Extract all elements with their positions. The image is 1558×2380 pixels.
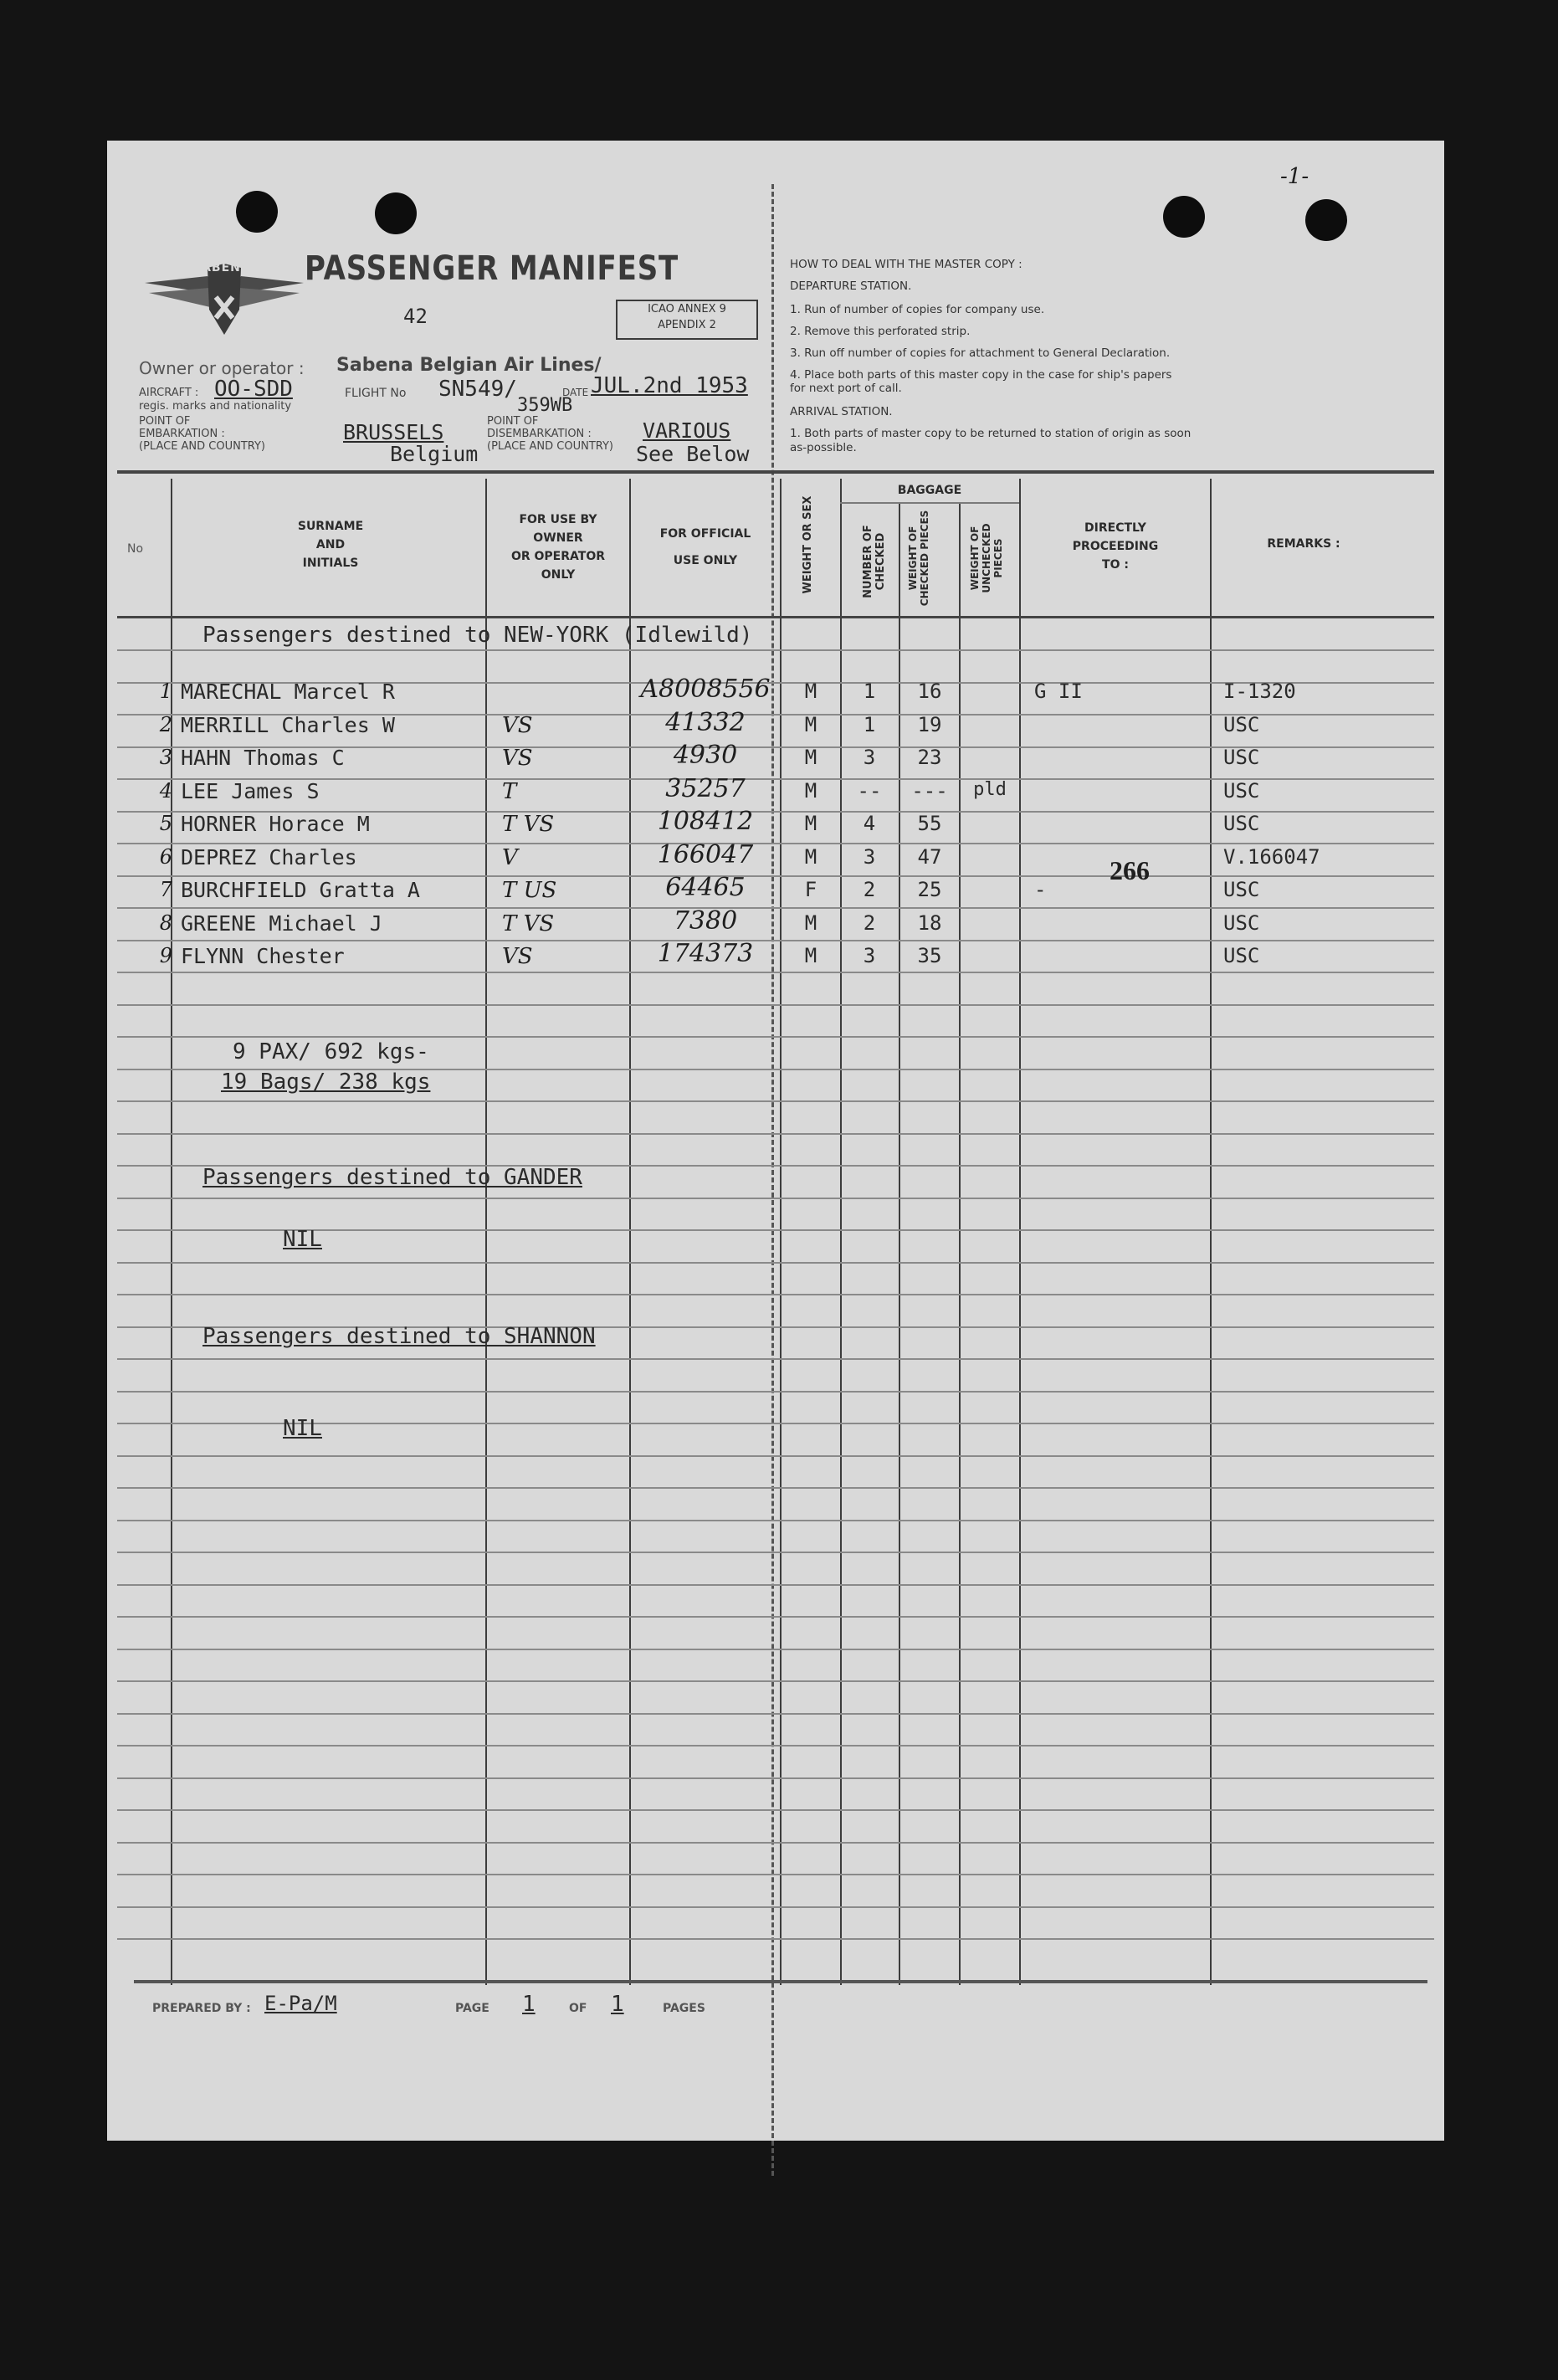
col-surname-line: AND	[315, 538, 346, 551]
section-shannon: Passengers destined to SHANNON	[202, 1324, 596, 1349]
cell-remarks: USC	[1223, 746, 1260, 769]
cell-checked: 3	[863, 746, 876, 769]
col-official-line: FOR OFFICIAL	[659, 527, 751, 541]
embark-label-1: POINT OF	[139, 415, 191, 428]
cell-remarks: USC	[1223, 944, 1260, 967]
table-rule	[117, 1391, 1434, 1393]
cell-remarks: V.166047	[1223, 844, 1320, 869]
col-line	[485, 479, 487, 1985]
table-rule	[117, 1198, 1434, 1199]
page-value: 1	[522, 1992, 536, 2017]
cell-no: 6	[159, 844, 172, 869]
corner-mark: -1-	[1280, 164, 1309, 189]
col-weight-unchecked: WEIGHT OF UNCHECKED PIECES	[969, 523, 1004, 593]
cell-remarks: I-1320	[1223, 680, 1296, 703]
instruction-step: 3. Run off number of copies for attachment to General Declaration.	[790, 346, 1171, 360]
col-owner-use	[487, 510, 629, 584]
col-line	[1210, 479, 1212, 1985]
cell-weight: ---	[911, 778, 948, 803]
arrival-step: as-possible.	[790, 441, 857, 454]
punch-hole	[375, 192, 417, 234]
icao-box	[616, 300, 758, 340]
cell-weight: 19	[917, 712, 942, 736]
manifest-sheet	[107, 141, 1444, 2141]
instruction-step: for next port of call.	[790, 382, 902, 395]
logo-text: SABENA	[192, 261, 251, 274]
cell-official: 4930	[673, 741, 738, 770]
icao-line-2: APENDIX 2	[658, 319, 716, 331]
cell-official: 174373	[657, 939, 754, 968]
col-surname	[251, 517, 410, 572]
cell-no: 8	[159, 910, 172, 935]
cell-checked: 1	[863, 680, 876, 703]
cell-name: GREENE Michael J	[181, 910, 382, 936]
table-rule	[117, 1680, 1434, 1682]
cell-owner: T	[502, 778, 517, 804]
cell-official: 64465	[665, 873, 746, 902]
disembark-label-2: DISEMBARKATION :	[487, 428, 592, 440]
totals-bags: 19 Bags/ 238 kgs	[221, 1069, 431, 1095]
cell-name: LEE James S	[181, 778, 320, 803]
embark-country: Belgium	[390, 442, 479, 466]
cell-sex: M	[804, 712, 817, 736]
col-owner-line: ONLY	[541, 568, 576, 582]
cell-official: 35257	[665, 773, 746, 803]
cell-no: 1	[159, 680, 172, 703]
cell-remarks: USC	[1223, 812, 1260, 835]
table-rule	[117, 1584, 1434, 1586]
table-rule	[117, 1520, 1434, 1521]
cell-official: 41332	[665, 707, 746, 737]
table-rule	[117, 649, 1434, 651]
instruction-step: 4. Place both parts of this master copy in the case for ship's papers	[790, 368, 1172, 382]
embark-city: BRUSSELS	[343, 420, 444, 444]
cell-name: MARECHAL Marcel R	[181, 680, 395, 704]
cell-name: DEPREZ Charles	[181, 844, 357, 869]
col-surname-line: SURNAME	[297, 520, 364, 533]
pages-label: PAGES	[663, 2002, 705, 2015]
col-weight-sex: WEIGHT OR SEX	[802, 495, 814, 594]
cell-owner: VS	[502, 712, 533, 738]
of-label: OF	[569, 2002, 587, 2015]
cell-official: 108412	[657, 807, 754, 836]
departure-heading: DEPARTURE STATION.	[790, 280, 912, 293]
cell-weight: 35	[917, 944, 942, 967]
cell-checked: 4	[863, 812, 876, 835]
cell-no: 9	[159, 944, 172, 967]
col-weight-checked: WEIGHT OF CHECKED PIECES	[907, 510, 930, 607]
cell-sex: M	[804, 746, 817, 769]
table-rule	[117, 972, 1434, 973]
footer-rule	[134, 1980, 1427, 1983]
cell-owner: VS	[502, 746, 533, 771]
cell-unchecked: pld	[973, 778, 1007, 800]
shannon-nil: NIL	[283, 1416, 322, 1441]
table-rule	[117, 1133, 1434, 1135]
col-line	[959, 502, 961, 1985]
cell-name: BURCHFIELD Gratta A	[181, 878, 420, 902]
prepared-label: PREPARED BY :	[152, 2002, 251, 2015]
gander-nil: NIL	[283, 1227, 322, 1252]
cell-checked: 1	[863, 712, 876, 736]
punch-hole	[236, 191, 278, 233]
embark-label-3: (PLACE AND COUNTRY)	[139, 440, 266, 453]
cell-checked: 3	[863, 944, 876, 967]
arrival-step: 1. Both parts of master copy to be returned to station of origin as soon	[790, 427, 1192, 440]
col-line	[1019, 479, 1021, 1985]
col-owner-line: OWNER	[533, 531, 583, 545]
table-rule	[117, 1616, 1434, 1618]
col-official-use	[631, 521, 780, 574]
col-line	[780, 479, 782, 1985]
col-surname-line: INITIALS	[302, 557, 359, 570]
table-rule	[117, 1487, 1434, 1489]
stamp-number: 266	[1110, 855, 1150, 885]
col-line	[840, 479, 842, 1985]
cell-weight: 23	[917, 746, 942, 769]
col-line	[629, 479, 631, 1985]
col-line	[171, 479, 172, 1985]
cell-proceeding: G II	[1034, 680, 1083, 703]
prepared-value: E-Pa/M	[264, 1992, 337, 2015]
aircraft-value: OO-SDD	[214, 377, 293, 402]
table-rule	[117, 1036, 1434, 1038]
col-proceeding-line: PROCEEDING	[1072, 540, 1159, 553]
cell-remarks: USC	[1223, 910, 1260, 935]
cell-remarks: USC	[1223, 712, 1260, 736]
header-rule	[117, 470, 1434, 474]
perforation-line	[771, 184, 774, 2176]
disembark-label-1: POINT OF	[487, 415, 539, 428]
cell-sex: F	[804, 878, 817, 901]
disembark-value: VARIOUS	[643, 418, 731, 443]
arrival-heading: ARRIVAL STATION.	[790, 405, 893, 418]
flight-label: FLIGHT No	[345, 387, 407, 400]
header-bottom-rule	[117, 616, 1434, 618]
cell-remarks: USC	[1223, 878, 1260, 901]
cell-sex: M	[804, 812, 817, 835]
cell-no: 2	[159, 712, 172, 736]
table-rule	[117, 1874, 1434, 1875]
instruction-step: 1. Run of number of copies for company use.	[790, 303, 1045, 316]
flight-suffix: 359WB	[517, 395, 573, 416]
cell-checked: --	[857, 778, 882, 803]
cell-no: 3	[159, 746, 172, 769]
cell-weight: 16	[917, 680, 942, 703]
table-rule	[117, 1004, 1434, 1006]
punch-hole	[1163, 196, 1205, 238]
cell-owner: V	[502, 844, 518, 870]
table-rule	[117, 1777, 1434, 1779]
cell-sex: M	[804, 944, 817, 967]
cell-name: HAHN Thomas C	[181, 746, 345, 770]
table-rule	[117, 1649, 1434, 1650]
cell-proceeding: -	[1034, 878, 1047, 901]
cell-weight: 47	[917, 844, 942, 869]
cell-remarks: USC	[1223, 778, 1260, 803]
col-line	[899, 502, 900, 1985]
instructions-title: HOW TO DEAL WITH THE MASTER COPY :	[790, 258, 1022, 271]
punch-hole	[1305, 199, 1347, 241]
regis-label: regis. marks and nationality	[139, 400, 292, 413]
embark-label-2: EMBARKATION :	[139, 428, 225, 440]
section-gander: Passengers destined to GANDER	[202, 1165, 582, 1190]
cell-official: 7380	[673, 905, 738, 936]
col-num-checked: NUMBER OF CHECKED	[862, 525, 887, 598]
table-rule	[117, 1745, 1434, 1747]
disembark-label-3: (PLACE AND COUNTRY)	[487, 440, 614, 453]
owner-label: Owner or operator :	[139, 358, 305, 378]
icao-line-1: ICAO ANNEX 9	[648, 303, 726, 315]
date-value: JUL.2nd 1953	[591, 373, 748, 398]
col-proceeding-line: TO :	[1102, 558, 1129, 572]
cell-name: FLYNN Chester	[181, 944, 345, 968]
date-label: DATE	[562, 387, 589, 398]
cell-weight: 25	[917, 878, 942, 901]
cell-name: HORNER Horace M	[181, 812, 370, 836]
cell-weight: 55	[917, 812, 942, 835]
cell-sex: M	[804, 844, 817, 869]
col-official-line: USE ONLY	[673, 554, 738, 567]
baggage-rule	[840, 502, 1019, 504]
table-rule	[117, 1713, 1434, 1715]
table-rule	[117, 1294, 1434, 1295]
cell-official: A8008556	[640, 675, 771, 704]
disembark-sub: See Below	[636, 442, 750, 466]
instruction-step: 2. Remove this perforated strip.	[790, 325, 971, 338]
cell-weight: 18	[917, 910, 942, 935]
cell-sex: M	[804, 778, 817, 803]
cell-owner: VS	[502, 944, 533, 969]
table-rule	[117, 1906, 1434, 1908]
col-baggage: BAGGAGE	[897, 484, 962, 497]
cell-checked: 3	[863, 844, 876, 869]
cell-checked: 2	[863, 910, 876, 935]
cell-owner: T VS	[502, 910, 555, 936]
cell-no: 5	[159, 812, 172, 835]
page-title: PASSENGER MANIFEST	[305, 249, 679, 288]
col-remarks: REMARKS :	[1267, 537, 1340, 551]
cell-sex: M	[804, 910, 817, 935]
flight-value: SN549/	[438, 377, 517, 402]
cell-checked: 2	[863, 878, 876, 901]
col-owner-line: FOR USE BY	[519, 513, 597, 526]
cell-official: 166047	[657, 839, 754, 869]
cell-no: 4	[159, 778, 172, 803]
table-rule	[117, 1100, 1434, 1102]
totals-pax: 9 PAX/ 692 kgs-	[233, 1039, 429, 1064]
cell-no: 7	[159, 878, 172, 901]
col-no: No	[127, 542, 144, 556]
aircraft-label: AIRCRAFT :	[139, 387, 199, 399]
table-rule	[117, 1358, 1434, 1360]
cell-sex: M	[804, 680, 817, 703]
sheet-number: 42	[403, 305, 428, 328]
col-owner-line: OR OPERATOR	[510, 550, 606, 563]
page-label: PAGE	[455, 2002, 489, 2015]
table-rule	[117, 1262, 1434, 1264]
cell-owner: T VS	[502, 812, 555, 837]
section-new-york: Passengers destined to NEW-YORK (Idlewild)	[202, 623, 753, 648]
table-rule	[117, 1842, 1434, 1844]
col-proceeding-line: DIRECTLY	[1084, 521, 1146, 535]
cell-owner: T US	[502, 878, 557, 903]
of-value: 1	[611, 1992, 624, 2017]
owner-value: Sabena Belgian Air Lines/	[336, 355, 602, 376]
col-proceeding	[1021, 519, 1210, 574]
table-rule	[117, 1938, 1434, 1940]
table-rule	[117, 1809, 1434, 1811]
table-rule	[117, 1455, 1434, 1457]
table-rule	[117, 1552, 1434, 1553]
cell-name: MERRILL Charles W	[181, 712, 395, 737]
